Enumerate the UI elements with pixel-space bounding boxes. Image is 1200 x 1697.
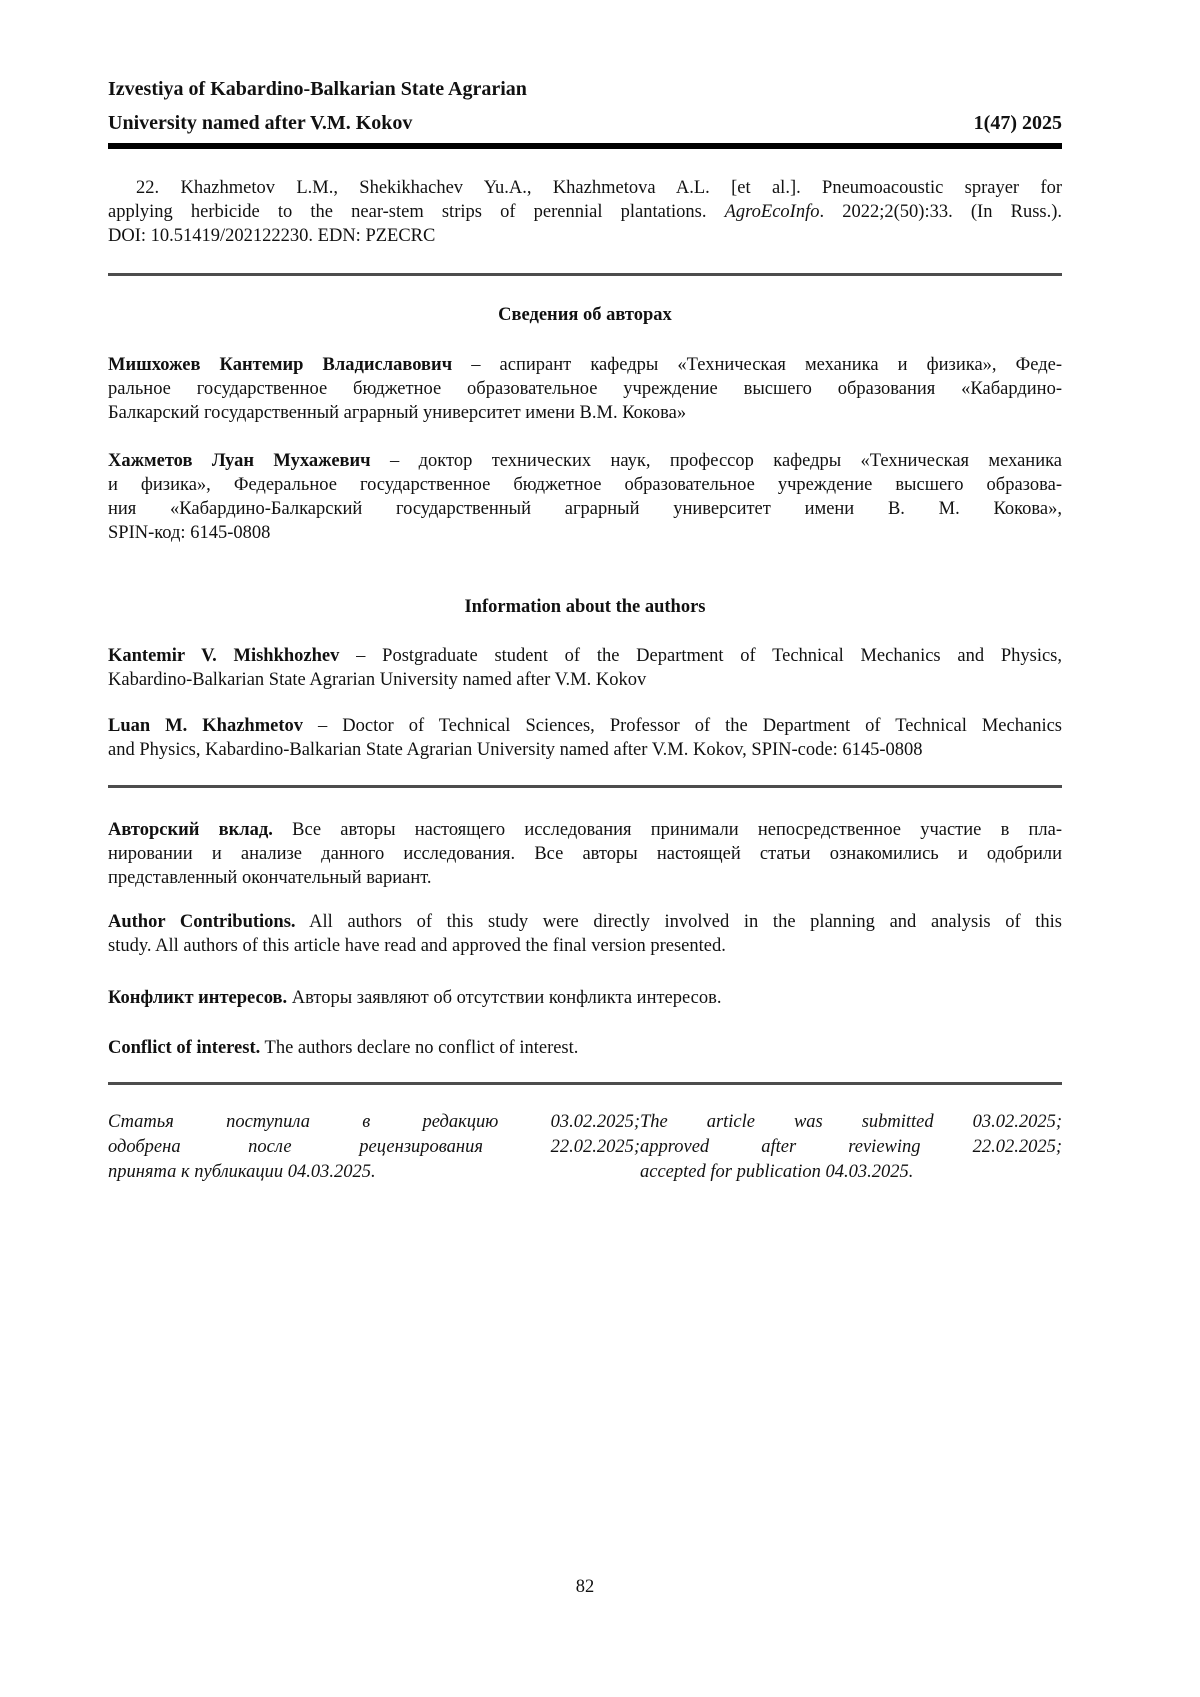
- section-divider-top: [108, 273, 1062, 276]
- page-number: 82: [575, 1577, 595, 1597]
- text-line: Статья поступила в редакцию 03.02.2025;: [108, 1112, 640, 1132]
- text-line: Kantemir V. Mishkhozhev – Postgraduate student of the Department of Technical Mechanics and Physics,: [108, 646, 1063, 666]
- article-dates-en: [640, 1110, 1062, 1185]
- reference-entry-22: [108, 176, 1062, 248]
- text-line: The article was submitted 03.02.2025;: [640, 1112, 1062, 1132]
- text-line: DOI: 10.51419/202122230. EDN: PZECRC: [108, 226, 436, 246]
- section-divider-middle: [108, 785, 1062, 788]
- article-dates: [108, 1110, 1062, 1185]
- text-line: Балкарский государственный аграрный университет имени В.М. Кокова»: [108, 403, 687, 423]
- text-line: study. All authors of this article have read and approved the final version presented.: [108, 936, 726, 956]
- author-en-paragraph-khazhmetov: [108, 714, 1062, 762]
- text-line: Kabardino-Balkarian State Agrarian University named after V.M. Kokov: [108, 670, 647, 690]
- journal-title-line1: Izvestiya of Kabardino-Balkarian State Agrarian: [108, 78, 527, 100]
- text-line: approved after reviewing 22.02.2025;: [640, 1137, 1062, 1157]
- header-rule: [108, 143, 1062, 149]
- text-line: Conflict of interest. The authors declare no conflict of interest.: [108, 1038, 579, 1058]
- authors-en-heading: Information about the authors: [464, 597, 706, 617]
- author-contribution-ru: [108, 818, 1062, 890]
- text-line: 22. Khazhmetov L.M., Shekikhachev Yu.A., Khazhmetova A.L. [et al.]. Pneumoacoustic sprayer for: [136, 178, 1062, 198]
- article-dates-ru: [108, 1110, 640, 1185]
- text-line: ральное государственное бюджетное образовательное учреждение высшего образования «Кабардино-: [108, 379, 1062, 399]
- text-line: Хажметов Луан Мухажевич – доктор технических наук, профессор кафедры «Техническая механика: [108, 451, 1063, 471]
- section-divider-bottom: [108, 1082, 1062, 1085]
- authors-ru-heading: Сведения об авторах: [498, 305, 672, 325]
- author-en-paragraph-mishkhozhev: [108, 644, 1062, 692]
- page-header: [108, 72, 1062, 140]
- author-contribution-en: [108, 910, 1062, 958]
- author-ru-paragraph-mishkhozhev: [108, 353, 1062, 425]
- text-line: applying herbicide to the near-stem strips of perennial plantations. AgroEcoInfo. 2022;2(50):33. (In Russ.).: [108, 202, 1063, 222]
- text-line: одобрена после рецензирования 22.02.2025;: [108, 1137, 640, 1157]
- text-line: нировании и анализе данного исследования. Все авторы настоящей статьи ознакомились и одобрили: [108, 844, 1062, 864]
- text-line: ния «Кабардино-Балкарский государственный аграрный университет имени В. М. Кокова»,: [108, 499, 1062, 519]
- text-line: Author Contributions. All authors of this study were directly involved in the planning and analysis of this: [108, 912, 1062, 932]
- text-line: и физика», Федеральное государственное бюджетное образовательное учреждение высшего образова-: [108, 475, 1062, 495]
- text-line: принята к публикации 04.03.2025.: [108, 1162, 376, 1182]
- text-line: SPIN-код: 6145-0808: [108, 523, 271, 543]
- journal-title-row: [108, 106, 1062, 140]
- text-line: представленный окончательный вариант.: [108, 868, 432, 888]
- text-line: Luan M. Khazhmetov – Doctor of Technical Sciences, Professor of the Department of Technical Mechanics: [108, 716, 1062, 736]
- text-line: accepted for publication 04.03.2025.: [640, 1162, 914, 1182]
- text-line: Конфликт интересов. Авторы заявляют об отсутствии конфликта интересов.: [108, 988, 722, 1008]
- text-line: and Physics, Kabardino-Balkarian State Agrarian University named after V.M. Kokov, SPIN-code: 6145-0808: [108, 740, 923, 760]
- text-line: Авторский вклад. Все авторы настоящего исследования принимали непосредственное участие в пла-: [108, 820, 1062, 840]
- conflict-of-interest-en: [108, 1036, 1062, 1060]
- issue-number: 1(47) 2025: [973, 112, 1062, 134]
- conflict-of-interest-ru: [108, 986, 1062, 1010]
- journal-title-line2: University named after V.M. Kokov: [108, 112, 413, 134]
- author-ru-paragraph-khazhmetov: [108, 449, 1062, 545]
- text-line: Мишхожев Кантемир Владиславович – аспирант кафедры «Техническая механика и физика», Феде-: [108, 355, 1062, 375]
